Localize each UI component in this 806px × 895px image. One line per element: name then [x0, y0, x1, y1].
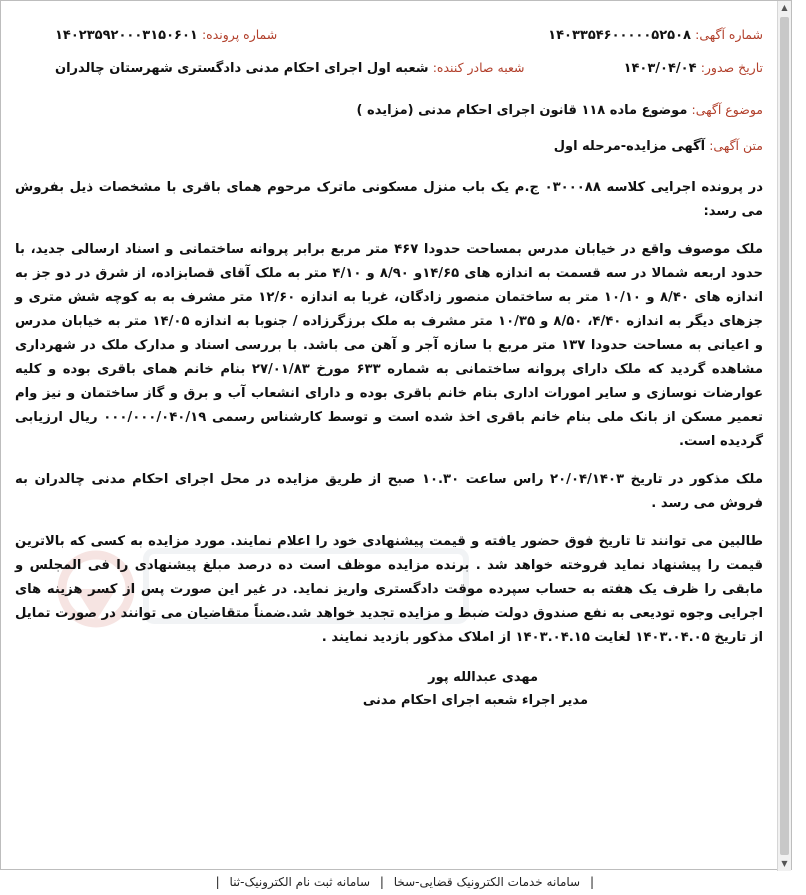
- notice-text-label: متن آگهی:: [709, 138, 763, 153]
- body-paragraph-1: در پرونده اجرایی کلاسه ۰۳۰۰۰۸۸ ج.م یک باب منزل مسکونی ماترک مرحوم همای باقری با مشخصات ذیل بفروش می رسد:: [15, 180, 764, 219]
- notice-subject: [15, 102, 763, 118]
- issuer-label: شعبه صادر کننده:: [432, 60, 525, 75]
- body-paragraph-4: طالبین می توانند تا تاریخ فوق حضور یافته و قیمت پیشنهادی خود را اعلام نمایند. مورد مزایده به کسی که بالاترین قیمت را پیشنهاد نماید فروخته خواهد شد . برنده مزایده موظف است ده درصد مبلغ پیشنهادی را فی المجلس و مابقی را ظرف یک هفته به حساب سپرده موقت دادگستری واریز نماید. در غیر این صورت پس از کسر هزینه های اجرایی وجوه تودیعی به نفع صندوق دولت ضبط و مزایده تجدید خواهد شد.ضمناً متقاضیان می توانند در صورت تمایل از تاریخ ۱۴۰۳.۰۴.۰۵ لغایت ۱۴۰۳.۰۴.۱۵ از املاک مذکور بازدید نمایند .: [15, 534, 763, 645]
- issue-date: [624, 60, 763, 76]
- notice-subject-value: موضوع ماده ۱۱۸ قانون اجرای احکام مدنی (مزایده ): [356, 103, 688, 118]
- issuer: [55, 60, 525, 76]
- notice-content: [15, 27, 763, 716]
- body-paragraph-3: ملک مذکور در تاریخ ۲۰/۰۴/۱۴۰۳ راس ساعت ۱۰.۳۰ صبح از طریق مزایده در محل اجرای احکام مدنی چالدران به فروش می رسد .: [15, 472, 763, 511]
- footer-separator-middle: |: [379, 875, 384, 889]
- footer-link-sakha[interactable]: سامانه خدمات الکترونیک قضایی-سخا: [393, 875, 581, 889]
- scroll-thumb[interactable]: [780, 17, 789, 855]
- scroll-up-icon[interactable]: ▲: [781, 3, 788, 12]
- notice-number-value: ۱۴۰۳۳۵۴۶۰۰۰۰۰۵۲۵۰۸: [548, 28, 691, 43]
- signature-block: [15, 670, 763, 708]
- file-number: [55, 27, 277, 43]
- meta-row-2: [15, 60, 763, 76]
- file-number-label: شماره پرونده:: [201, 27, 278, 42]
- notice-text-title: [15, 138, 763, 154]
- vertical-scrollbar[interactable]: [777, 1, 791, 871]
- body-paragraph-2: ملک موصوف واقع در خیابان مدرس بمساحت حدودا ۴۶۷ متر مربع برابر پروانه ساختمانی و اسناد ارسالی جدید، با حدود اربعه شمالا در سه قسمت به اندازه های ۱۴/۶۵و ۸/۹۰ و ۴/۱۰ متر به ملک آقای قصابزاده، از شرق در دو جز به اندازه های ۸/۴۰ و ۱۰/۱۰ متر به ساختمان منصور زادگان، غربا به اندازه ۱۲/۶۰ متر مشرف به به کوچه شش متری و جزهای دیگر به اندازه ۴/۴۰، ۸/۵۰ و ۱۰/۳۵ متر مشرف به ملک برزگرزاده / جنوبا به اندازه ۱۴/۰۵ متر به خیابان مدرس و اعیانی به مساحت حدودا ۱۳۷ متر مربع با سازه آجر و آهن می باشد. با بررسی اسناد و مدارک ملک در شهرداری مشاهده گردید که ملک دارای پروانه ساختمانی به شماره ۶۳۳ مورخ ۲۷/۰۱/۸۳ بنام خانم همای باقری بوده و کلیه عوارضات نوسازی و سایر امورات اداری بنام خانم باقری بوده و دارای انشعاب آب و برق و گاز ساختمان و نیز وام تعمیر مسکن از بانک ملی بنام خانم باقری اخذ شده است و توسط کارشناس رسمی ۰۰۰/۰۰۰/۰۴۰/۱۹ ریال ارزیابی گردیده است.: [15, 242, 763, 449]
- issue-date-value: ۱۴۰۳/۰۴/۰۴: [623, 61, 697, 76]
- footer-link-sana[interactable]: سامانه ثبت نام الکترونیک-ثنا: [229, 875, 371, 889]
- signature-name: مهدی عبدالله پور: [428, 670, 538, 685]
- notice-number: [548, 27, 763, 43]
- footer-separator-start: |: [589, 875, 594, 889]
- issue-date-label: تاریخ صدور:: [700, 60, 763, 75]
- scroll-down-icon[interactable]: ▼: [781, 859, 788, 868]
- notice-number-label: شماره آگهی:: [695, 27, 763, 42]
- notice-subject-label: موضوع آگهی:: [691, 102, 763, 117]
- notice-text-value: آگهی مزایده-مرحله اول: [553, 139, 706, 154]
- meta-row-1: [15, 27, 763, 43]
- footer-links: [215, 870, 600, 895]
- footer-separator-end: |: [215, 875, 220, 889]
- file-number-value: ۱۴۰۲۳۵۹۲۰۰۰۳۱۵۰۶۰۱: [55, 28, 198, 43]
- issuer-value: شعبه اول اجرای احکام مدنی دادگستری شهرستان چالدران: [55, 61, 429, 76]
- signature-title: مدیر اجراء شعبه اجرای احکام مدنی: [362, 693, 588, 708]
